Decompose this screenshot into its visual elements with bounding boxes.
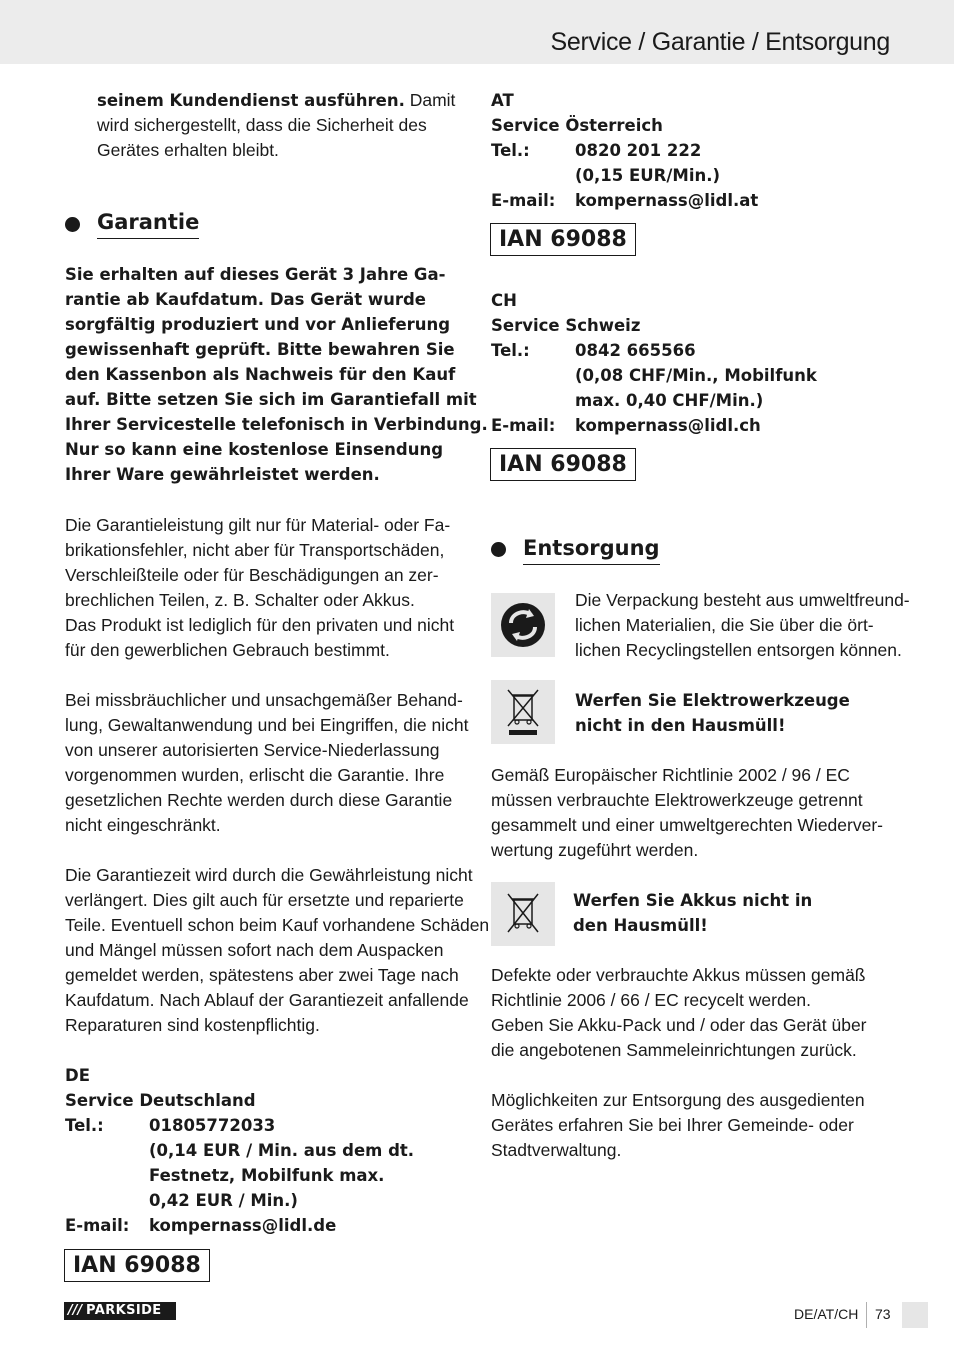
logo-stripes: ///	[68, 1303, 83, 1318]
tel-rate: Festnetz, Mobilfunk max.	[149, 1166, 385, 1185]
text-line: rantie ab Kaufdatum. Das Gerät wurde	[65, 290, 426, 309]
entsorgung-heading: Entsorgung	[523, 534, 660, 565]
warning-line: Werfen Sie Elektrowerkzeuge	[575, 691, 850, 710]
service-country: CH	[491, 291, 517, 310]
tel-rate: 0,42 EUR / Min.)	[149, 1191, 298, 1210]
text-line: Das Produkt ist lediglich für den privaten und nicht	[65, 615, 455, 635]
text-line: lichen Recyclingstellen entsorgen können.	[575, 640, 902, 660]
garantie-heading: Garantie	[97, 208, 199, 239]
tel-rate: (0,14 EUR / Min. aus dem dt.	[149, 1141, 415, 1160]
crossed-out-wheelie-bin-icon	[491, 680, 555, 744]
footer-divider	[866, 1302, 867, 1328]
ian-box: IAN 69088	[64, 1249, 210, 1282]
page-number: 73	[875, 1306, 891, 1322]
bullet-icon	[491, 542, 506, 557]
text-line: müssen verbrauchte Elektrowerkzeuge getrennt	[491, 790, 863, 810]
email-address[interactable]: kompernass@lidl.at	[575, 191, 759, 210]
text-line: für den gewerblichen Gebrauch bestimmt.	[65, 640, 390, 660]
service-country: AT	[491, 91, 514, 110]
footer-locale: DE/AT/CH	[794, 1306, 859, 1322]
tel-rate: max. 0,40 CHF/Min.)	[575, 391, 764, 410]
page-title: Service / Garantie / Entsorgung	[550, 28, 890, 56]
text-line: Verschleißteile oder für Beschädigungen an zer-	[65, 565, 439, 585]
ian-box: IAN 69088	[490, 448, 636, 481]
ian-box: IAN 69088	[490, 223, 636, 256]
text-line: Reparaturen sind kostenpflichtig.	[65, 1015, 320, 1035]
text-line: Ihrer Ware gewährleistet werden.	[65, 465, 380, 484]
text-line: Ihrer Servicestelle telefonisch in Verbindung.	[65, 415, 488, 434]
logo-text: PARKSIDE	[86, 1303, 162, 1318]
email-label: E-mail:	[491, 191, 556, 210]
tel-number: 0842 665566	[575, 341, 696, 360]
email-address[interactable]: kompernass@lidl.ch	[575, 416, 761, 435]
text-line: verlängert. Dies gilt auch für ersetzte und reparierte	[65, 890, 464, 910]
service-name: Service Deutschland	[65, 1091, 256, 1110]
email-address[interactable]: kompernass@lidl.de	[149, 1216, 337, 1235]
text-line: Möglichkeiten zur Entsorgung des ausgedienten	[491, 1090, 865, 1110]
text-line: und Mängel müssen sofort nach dem Auspacken	[65, 940, 444, 960]
email-label: E-mail:	[491, 416, 556, 435]
text-line: brechlichen Teilen, z. B. Schalter oder Akkus.	[65, 590, 415, 610]
text-line: Defekte oder verbrauchte Akkus müssen gemäß	[491, 965, 866, 985]
tel-number: 0820 201 222	[575, 141, 702, 160]
text-line: Teile. Eventuell schon beim Kauf vorhandene Schäden	[65, 915, 490, 935]
text-line: Die Verpackung besteht aus umweltfreund-	[575, 590, 910, 610]
text-line: vorgenommen wurden, erlischt die Garantie. Ihre	[65, 765, 445, 785]
intro-line: wird sichergestellt, dass die Sicherheit des	[97, 115, 427, 135]
page-tab-marker	[902, 1302, 928, 1328]
text-line: gemeldet werden, spätestens aber zwei Tage nach	[65, 965, 459, 985]
tel-rate: (0,08 CHF/Min., Mobilfunk	[575, 366, 817, 385]
text-line: sorgfältig produziert und vor Anlieferung	[65, 315, 451, 334]
text-line: Sie erhalten auf dieses Gerät 3 Jahre Ga-	[65, 265, 446, 284]
parkside-logo	[64, 1302, 176, 1320]
text-line: gewissenhaft geprüft. Bitte bewahren Sie	[65, 340, 455, 359]
text-line: Geben Sie Akku-Pack und / oder das Gerät über	[491, 1015, 867, 1035]
text-line: Bei missbräuchlicher und unsachgemäßer Behand-	[65, 690, 463, 710]
text-line: lung, Gewaltanwendung und bei Eingriffen, die nicht	[65, 715, 469, 735]
text-line: Die Garantiezeit wird durch die Gewährleistung nicht	[65, 865, 473, 885]
text-line: Richtlinie 2006 / 66 / EC recycelt werden.	[491, 990, 812, 1010]
text-line: Die Garantieleistung gilt nur für Material- oder Fa-	[65, 515, 451, 535]
crossed-out-battery-bin-icon	[491, 882, 555, 946]
service-name: Service Schweiz	[491, 316, 641, 335]
tel-label: Tel.:	[491, 141, 530, 160]
text-line: gesammelt und einer umweltgerechten Wiederver-	[491, 815, 883, 835]
green-dot-recycling-icon	[491, 593, 555, 657]
intro-line: Gerätes erhalten bleibt.	[97, 140, 279, 160]
text-line: wertung zugeführt werden.	[491, 840, 699, 860]
text-line: die angebotenen Sammeleinrichtungen zurück.	[491, 1040, 857, 1060]
intro-line: seinem Kundendienst ausführen. Damit	[97, 90, 456, 110]
warning-line: den Hausmüll!	[573, 916, 708, 935]
text-line: gesetzlichen Rechte werden durch diese Garantie	[65, 790, 453, 810]
service-name: Service Österreich	[491, 116, 663, 135]
tel-label: Tel.:	[491, 341, 530, 360]
tel-rate: (0,15 EUR/Min.)	[575, 166, 721, 185]
tel-number: 01805772033	[149, 1116, 276, 1135]
text-line: Gemäß Europäischer Richtlinie 2002 / 96 / EC	[491, 765, 850, 785]
text-line: Gerätes erfahren Sie bei Ihrer Gemeinde- oder	[491, 1115, 854, 1135]
text-line: brikationsfehler, nicht aber für Transportschäden,	[65, 540, 445, 560]
text-line: Stadtverwaltung.	[491, 1140, 622, 1160]
warning-line: nicht in den Hausmüll!	[575, 716, 786, 735]
service-country: DE	[65, 1066, 90, 1085]
text-line: lichen Materialien, die Sie über die ört-	[575, 615, 874, 635]
text-line: den Kassenbon als Nachweis für den Kauf	[65, 365, 456, 384]
warning-line: Werfen Sie Akkus nicht in	[573, 891, 813, 910]
tel-label: Tel.:	[65, 1116, 104, 1135]
text-line: von unserer autorisierten Service-Niederlassung	[65, 740, 440, 760]
bullet-icon	[65, 217, 80, 232]
text-line: auf. Bitte setzen Sie sich im Garantiefall mit	[65, 390, 477, 409]
text-line: Nur so kann eine kostenlose Einsendung	[65, 440, 444, 459]
text-line: Kaufdatum. Nach Ablauf der Garantiezeit anfallende	[65, 990, 469, 1010]
text-line: nicht eingeschränkt.	[65, 815, 221, 835]
email-label: E-mail:	[65, 1216, 130, 1235]
